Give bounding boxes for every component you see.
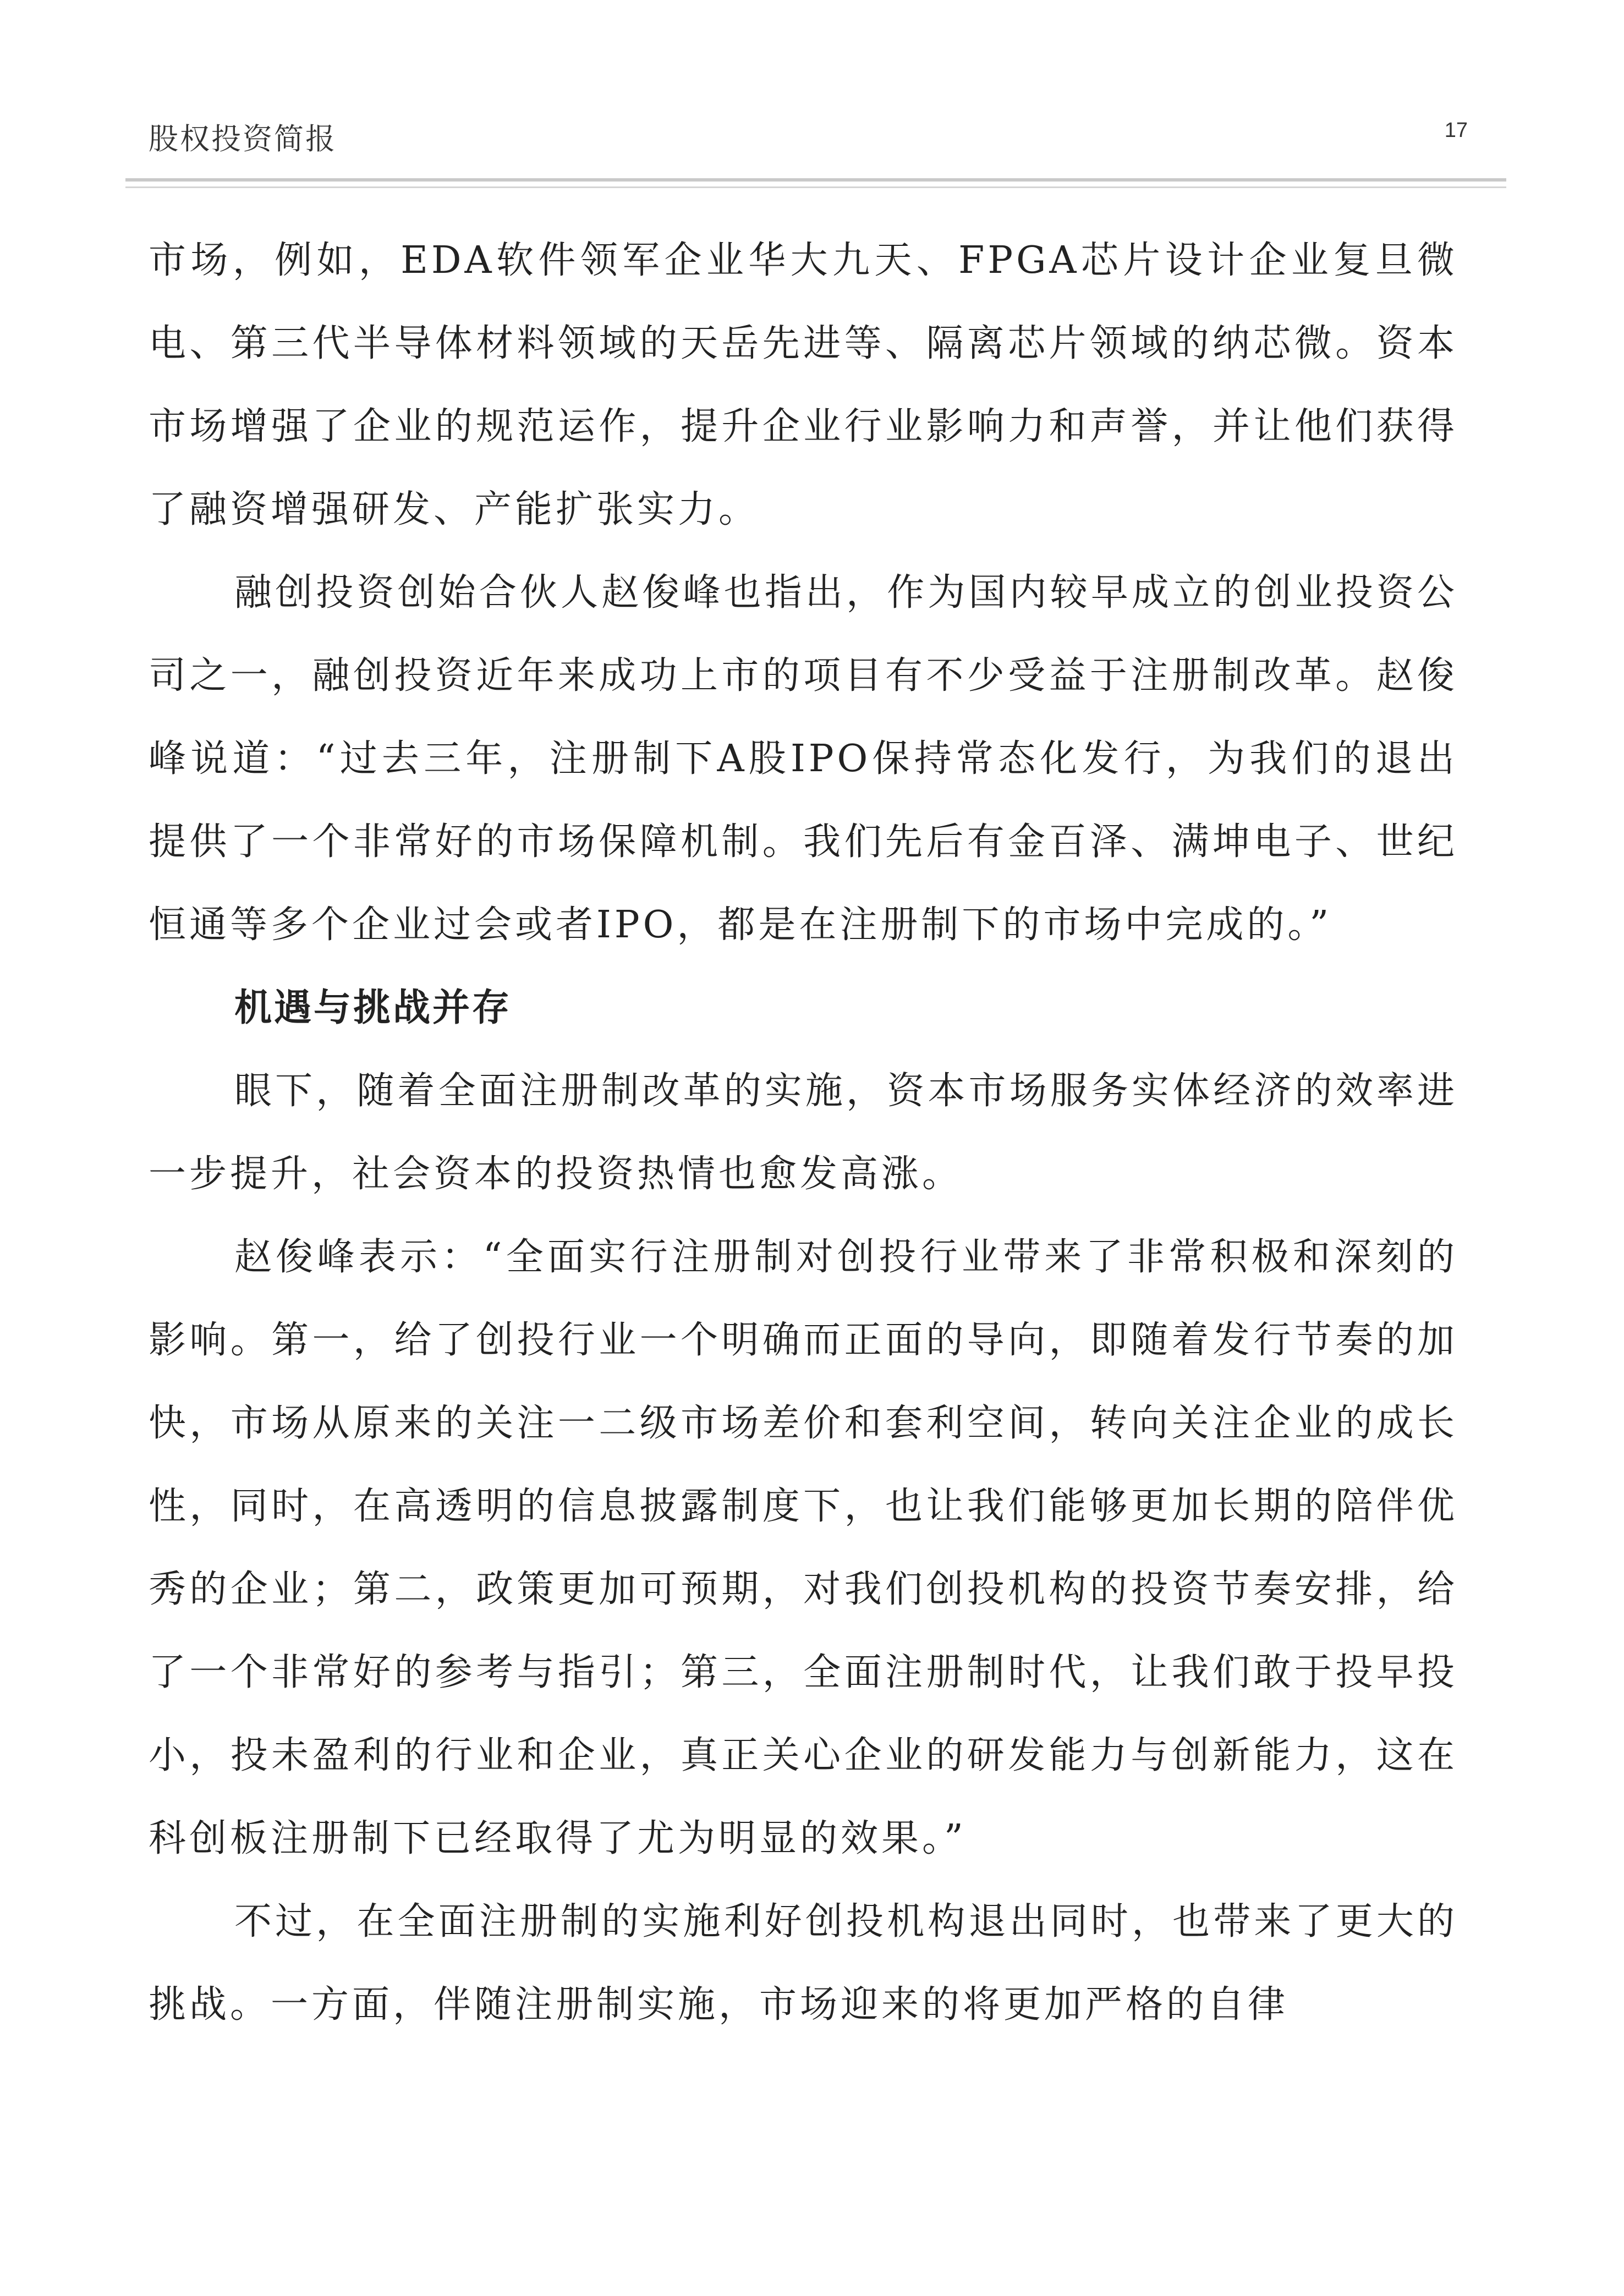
page-number: 17 [1444,119,1468,142]
article-body [149,219,1458,2046]
page-header [125,116,1501,160]
header-divider [125,178,1506,188]
header-rule-thick [125,178,1506,182]
section-heading: 机遇与挑战并存 [234,986,512,1030]
paragraph-1: 市场，例如，EDA软件领军企业华大九天、FPGA芯片设计企业复旦微电、第三代半导体材料领域的天岳先进等、隔离芯片领域的纳芯微。资本市场增强了企业的规范运作，提升企业行业影响力和声誉，并让他们获得了融资增强研发、产能扩张实力。 [149,239,1458,531]
header-rule-thin [125,186,1506,188]
paragraph-2: 融创投资创始合伙人赵俊峰也指出，作为国内较早成立的创业投资公司之一，融创投资近年来成功上市的项目有不少受益于注册制改革。赵俊峰说道：“过去三年，注册制下A股IPO保持常态化发行，为我们的退出提供了一个非常好的市场保障机制。我们先后有金百泽、满坤电子、世纪恒通等多个企业过会或者IPO，都是在注册制下的市场中完成的。” [149,571,1458,947]
publication-title: 股权投资简报 [149,122,337,156]
paragraph-3: 眼下，随着全面注册制改革的实施，资本市场服务实体经济的效率进一步提升，社会资本的投资热情也愈发高涨。 [149,1069,1458,1196]
paragraph-4: 赵俊峰表示：“全面实行注册制对创投行业带来了非常积极和深刻的影响。第一，给了创投行业一个明确而正面的导向，即随着发行节奏的加快，市场从原来的关注一二级市场差价和套利空间，转向关注企业的成长性，同时，在高透明的信息披露制度下，也让我们能够更加长期的陪伴优秀的企业；第二，政策更加可预期，对我们创投机构的投资节奏安排，给了一个非常好的参考与指引；第三，全面注册制时代，让我们敢于投早投小，投未盈利的行业和企业，真正关心企业的研发能力与创新能力，这在科创板注册制下已经取得了尤为明显的效果。” [149,1235,1458,1860]
paragraph-5: 不过，在全面注册制的实施利好创投机构退出同时，也带来了更大的挑战。一方面，伴随注册制实施，市场迎来的将更加严格的自律 [149,1900,1458,2026]
